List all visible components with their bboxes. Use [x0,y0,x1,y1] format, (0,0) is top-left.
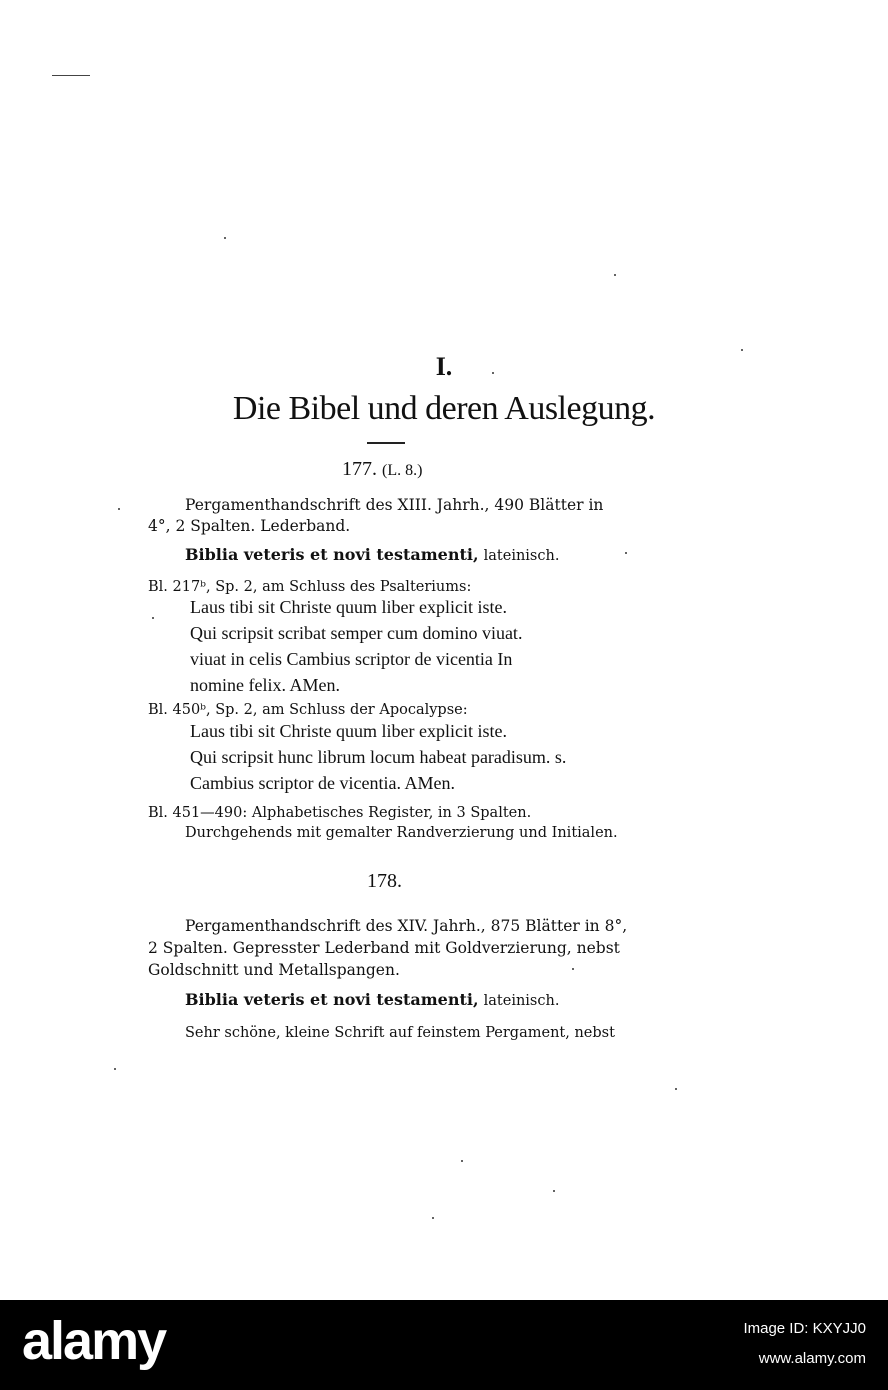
entry-177-note2: Bl. 450ᵇ, Sp. 2, am Schluss der Apocalypse: [148,702,468,718]
entry-177-heading [342,458,422,481]
entry-178-title [185,990,559,1009]
speck [572,968,574,970]
site-url: www.alamy.com [758,1350,866,1367]
entry-177-desc-line2: 4°, 2 Spalten. Lederband. [148,517,351,535]
speck [152,617,154,619]
speck [118,508,120,510]
speck [553,1190,555,1192]
entry-178-desc-line1: Pergamenthandschrift des XIV. Jahrh., 875 Blätter in 8°, [185,917,628,935]
entry-177-note4: Durchgehends mit gemalter Randverzierung und Initialen. [185,825,618,841]
entry-178-desc-line2: 2 Spalten. Gepresster Lederband mit Goldverzierung, nebst [148,939,620,957]
brand-logo: alamy [22,1311,166,1371]
image-id-label: Image ID: KXYJJ0 [743,1320,866,1337]
entry-177-verse1-line1: Laus tibi sit Christe quum liber explicit iste. [190,597,507,617]
speck [675,1088,677,1090]
speck [741,349,743,351]
entry-178-title-lang: lateinisch. [483,993,560,1009]
entry-177-desc-line1: Pergamenthandschrift des XIII. Jahrh., 490 Blätter in [185,496,604,514]
entry-177-verse2-line3: Cambius scriptor de vicentia. AMen. [190,773,455,793]
entry-177-title-lang: lateinisch. [483,548,560,564]
entry-177-title [185,545,559,564]
entry-177-note3: Bl. 451—490: Alphabetisches Register, in 3 Spalten. [148,805,532,821]
entry-177-title-bold: Biblia veteris et novi testamenti, [185,545,479,564]
section-number: I. [435,352,453,381]
stray-mark [52,75,90,76]
entry-177-verse2-line2: Qui scripsit hunc librum locum habeat paradisum. s. [190,747,567,767]
entry-178-number: 178. [367,870,402,892]
title-rule [367,442,405,444]
speck [432,1217,434,1219]
entry-177-ref: (L. 8.) [382,462,423,479]
section-title: Die Bibel und deren Auslegung. [232,390,656,427]
entry-178-title-bold: Biblia veteris et novi testamenti, [185,990,479,1009]
entry-177-number: 177. [342,458,377,480]
entry-177-note1: Bl. 217ᵇ, Sp. 2, am Schluss des Psalteriums: [148,579,472,595]
entry-178-note1: Sehr schöne, kleine Schrift auf feinstem Pergament, nebst [185,1025,615,1041]
entry-177-verse1-line2: Qui scripsit scribat semper cum domino viuat. [190,623,523,643]
speck [461,1160,463,1162]
entry-177-verse1-line3: viuat in celis Cambius scriptor de vicentia In [190,649,513,669]
speck [114,1068,116,1070]
watermark-footer [0,1300,888,1390]
speck [614,274,616,276]
entry-177-verse2-line1: Laus tibi sit Christe quum liber explicit iste. [190,721,507,741]
entry-178-desc-line3: Goldschnitt und Metallspangen. [148,961,400,979]
speck [625,552,627,554]
speck [492,372,494,374]
speck [224,237,226,239]
entry-177-verse1-line4: nomine felix. AMen. [190,675,340,695]
